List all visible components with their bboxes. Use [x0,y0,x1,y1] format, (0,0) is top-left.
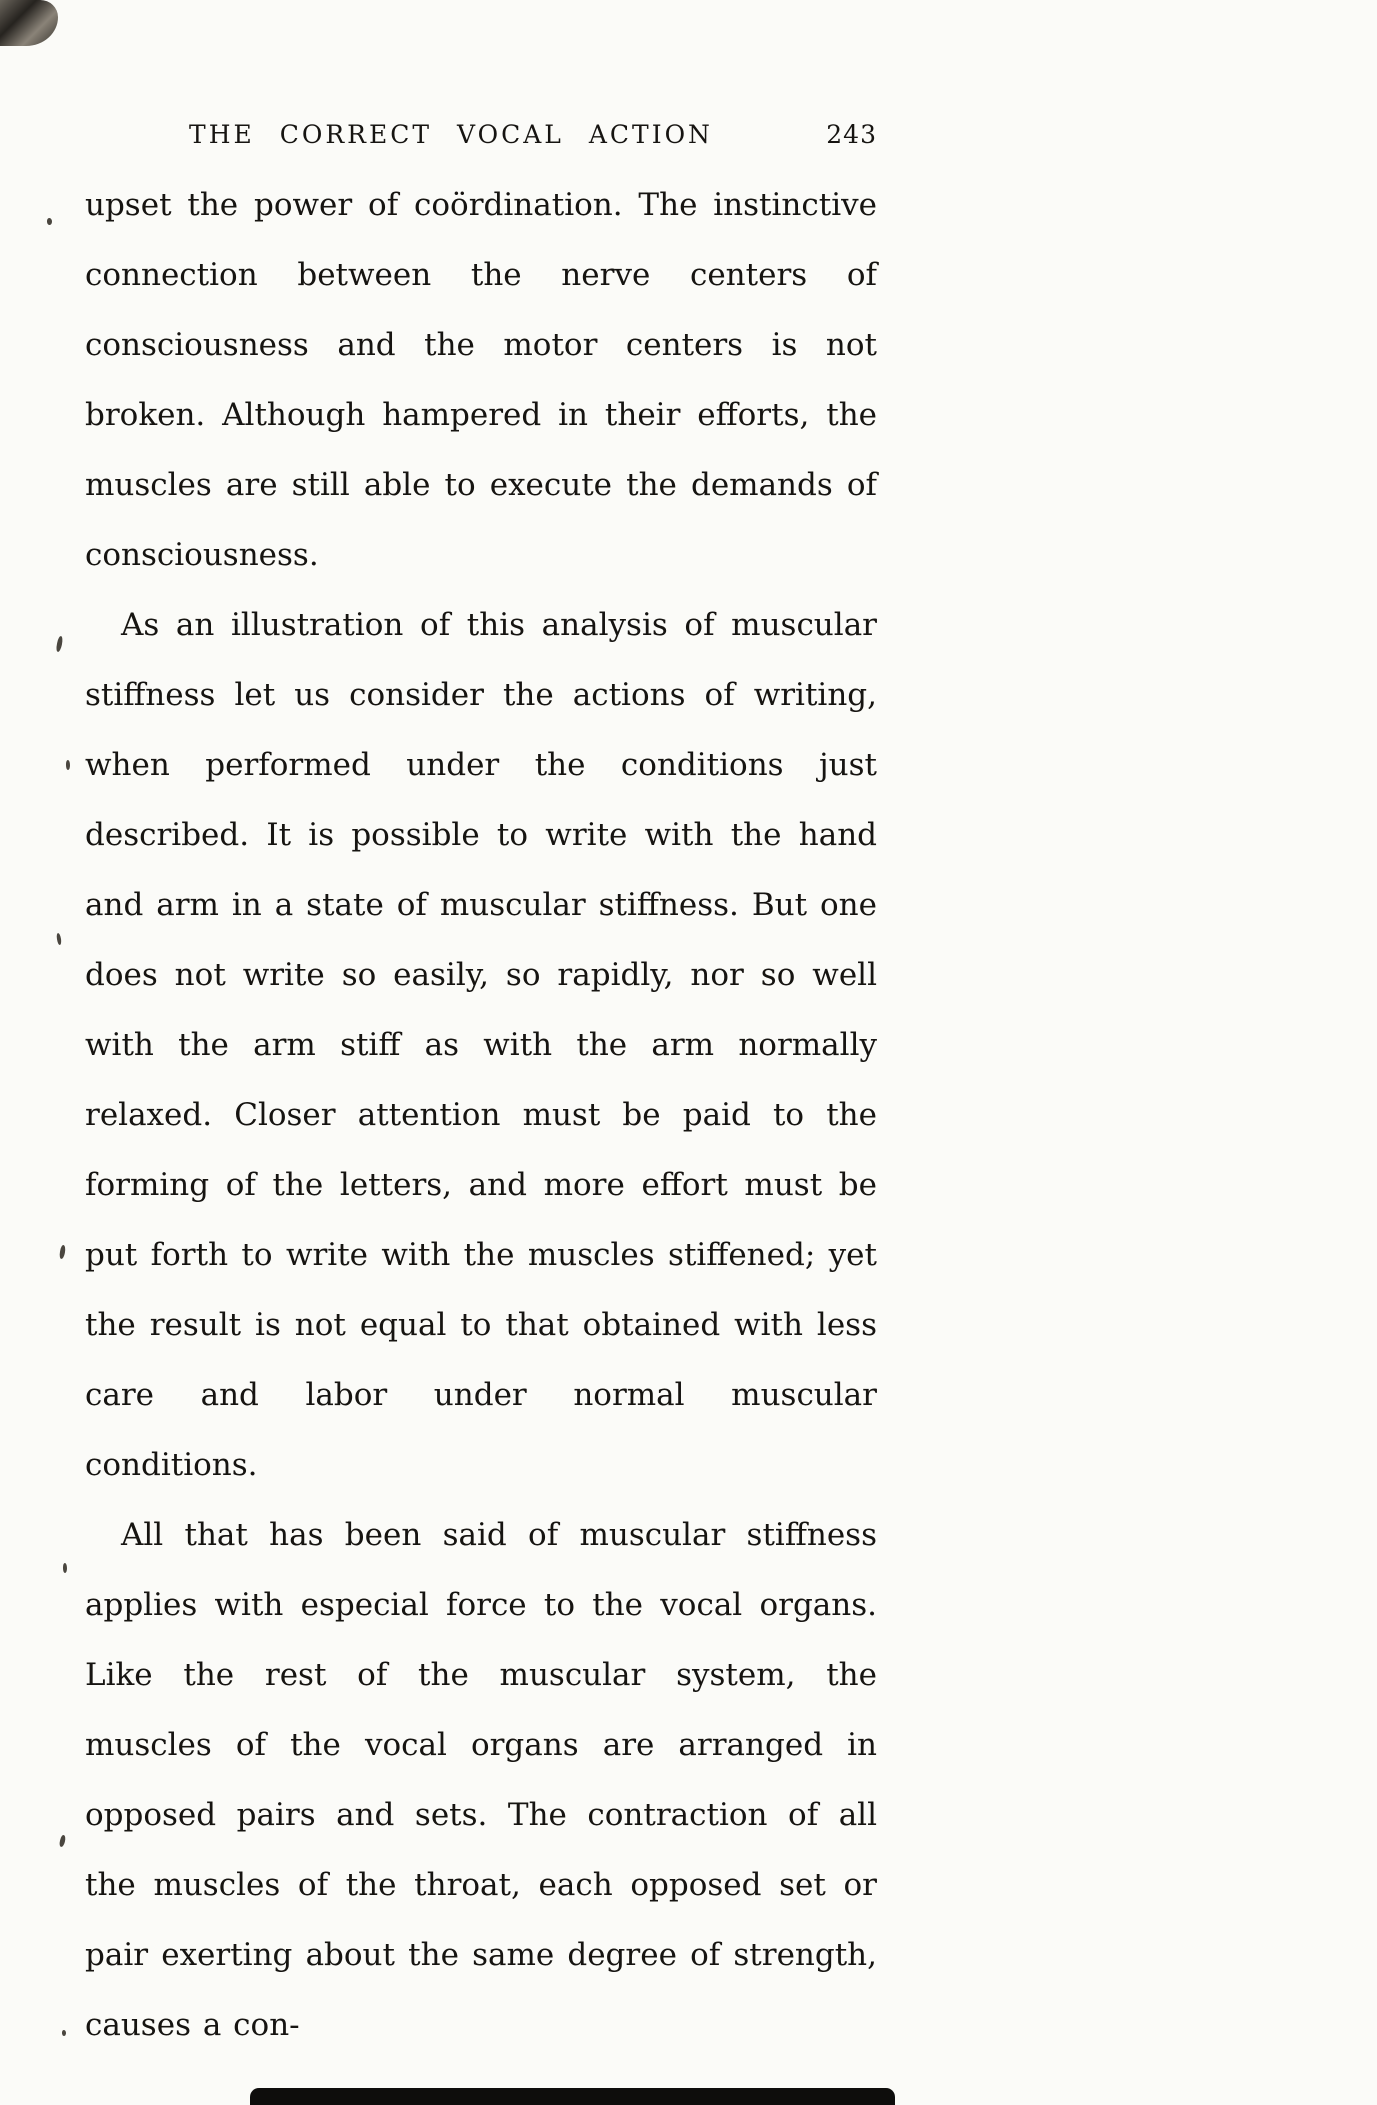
scan-artifact-corner [0,0,58,46]
scan-speck [47,218,52,225]
page-number: 243 [826,120,877,149]
paragraph: upset the power of coördination. The instinctive connection between the nerve centers of consciousness and the motor centers is not broken. Although hampered in their efforts, the muscles are still able to execute the demands of consciousness. [85,187,877,573]
scan-speck [63,1563,67,1573]
paragraph: As an illustration of this analysis of muscular stiffness let us consider the actions of writing, when performed under the conditions just described. It is possible to write with the hand and arm in a state of muscular stiffness. But one does not write so easily, so rapidly, nor so well with the arm stiff as with the arm normally relaxed. Closer attention must be paid to the forming of the letters, and more effort must be put forth to write with the muscles stiffened; yet the result is not equal to that obtained with less care and labor under normal muscular conditions. [85,607,877,1483]
scan-speck [55,636,63,653]
scan-speck [62,2030,66,2036]
scan-speck [59,1245,66,1260]
body-text [85,170,877,2060]
scan-speck [56,933,62,945]
chapter-title: THE CORRECT VOCAL ACTION [189,120,713,149]
scan-speck [59,1835,67,1848]
paragraph: All that has been said of muscular stiffness applies with especial force to the vocal organs. Like the rest of the muscular system, the muscles of the vocal organs are arranged in opposed pairs and sets. The contraction of all the muscles of the throat, each opposed set or pair exerting about the same degree of strength, causes a con- [85,1517,877,2043]
scan-artifact-bottom-edge [250,2088,895,2105]
running-header [85,120,877,149]
scan-speck [66,760,70,770]
